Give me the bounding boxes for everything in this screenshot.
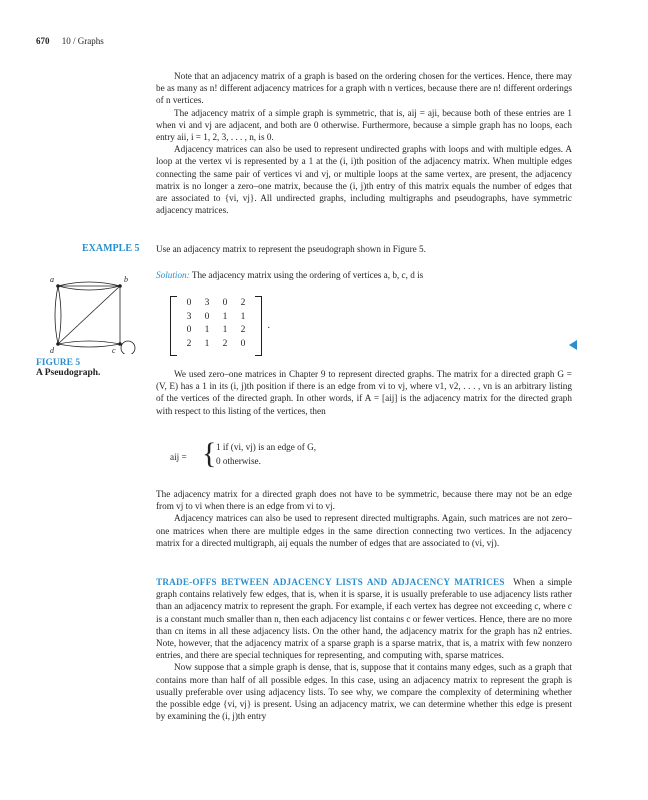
matrix-entry: 1: [204, 338, 210, 349]
matrix-entry: 1: [240, 311, 246, 322]
matrix-entry: 2: [240, 298, 246, 308]
paragraph: Adjacency matrices can also be used to represent undirected graphs with loops and with multiple edges. A loop at the vertex vi is represented by a 1 at the (i, i)th position of the adjacency matrix. When multiple edges connecting the same pair of vertices vi and vj, or multiple loops at the same vertex, are present, the adjacency matrix is no longer a zero–one matrix, because the (i, j)th entry of this matrix equals the number of edges that are associated to {vi, vj}. All undirected graphs, including multigraphs and pseudographs, have symmetric adjacency matrices.: [156, 144, 572, 216]
figure-number: FIGURE 5: [36, 358, 81, 368]
intro-text: [156, 70, 572, 216]
matrix-entry: 3: [204, 298, 210, 308]
edge-cd: [58, 341, 120, 344]
example-label: EXAMPLE 5: [82, 243, 140, 254]
edge-ad: [58, 286, 61, 344]
paragraph: Note that an adjacency matrix of a graph is based on the ordering chosen for the vertices. Hence, there may be as many as n! different adjacency matrices for a graph with n vertices, because there are n! different orderings of n vertices.: [156, 71, 572, 106]
matrix-cells: [180, 297, 252, 351]
equation-lhs: aij =: [170, 452, 187, 462]
brace: {: [202, 437, 217, 470]
figure-title: A Pseudograph.: [36, 368, 101, 378]
matrix-entry: 2: [186, 338, 192, 349]
matrix-period: .: [267, 320, 270, 331]
matrix-entry: 3: [186, 311, 192, 322]
vertex-label-b: b: [124, 276, 128, 284]
matrix-entry: 1: [222, 325, 228, 336]
example-text: Use an adjacency matrix to represent the pseudograph shown in Figure 5.: [156, 244, 426, 254]
directed-text: [156, 368, 572, 417]
vertex-label-d: d: [50, 346, 54, 354]
paragraph: We used zero–one matrices in Chapter 9 to represent directed graphs. The matrix for a directed graph G = (V, E) has a 1 in its (i, j)th position if there is an edge from vi to vj, where v1, v2, . . . , vn is an arbitrary listing of the vertices of the directed graph. In other words, if A = [aij] is the adjacency matrix for the directed graph with respect to this listing of the vertices, then: [156, 369, 572, 416]
paragraph: [156, 576, 572, 661]
matrix-entry: 1: [222, 311, 228, 322]
running-title: 10 / Graphs: [61, 36, 104, 46]
vertex-c: [118, 342, 122, 346]
vertex-a: [56, 284, 60, 288]
right-bracket: [255, 296, 262, 356]
figure-caption: [36, 358, 100, 378]
tradeoffs-section: [156, 576, 572, 722]
page-number: 670: [36, 36, 50, 46]
equation-case-1: 1 if (vi, vj) is an edge of G,: [216, 442, 317, 452]
edge-cd: [58, 344, 120, 347]
edge-ad: [55, 286, 58, 344]
solution-line: [156, 270, 572, 280]
edge-ab: [58, 286, 120, 290]
matrix-entry: 2: [222, 338, 228, 349]
matrix-entry: 0: [240, 338, 246, 349]
edge-bd: [58, 286, 120, 344]
paragraph: Now suppose that a simple graph is dense, that is, suppose that it contains many edges, such as a graph that contains more than half of all possible edges. In this case, using an adjacency matrix to represent the graph is usually preferable over using adjacency lists. To see why, we compare the complexity of determining whether the possible edge {vi, vj} is present. Using an adjacency matrix, we can determine whether this edge is present by examining the (i, j)th entry: [156, 662, 572, 722]
adjacency-matrix: [170, 296, 270, 354]
matrix-entry: 0: [186, 298, 192, 308]
vertex-d: [56, 342, 60, 346]
solution-text: The adjacency matrix using the ordering of vertices a, b, c, d is: [191, 270, 424, 280]
matrix-entry: 0: [204, 311, 210, 322]
equation-case-2: 0 otherwise.: [216, 456, 261, 466]
section-paragraph-1: When a simple graph contains relatively few edges, that is, when it is sparse, it is usually preferable to use adjacency lists rather than an adjacency matrix to represent the graph. For example, if each vertex has degree not exceeding c, where c is a constant much smaller than n, then each adjacency list contains c or fewer vertices. Hence, there are no more than cn items in all these adjacency lists. On the other hand, the adjacency matrix for the graph has n2 entries. Note, however, that the adjacency matrix of a sparse graph is a sparse matrix, that is, a matrix with few nonzero entries, and there are special techniques for representing, and computing with, sparse matrices.: [156, 577, 573, 661]
matrix-entry: 0: [186, 325, 192, 336]
section-title: TRADE-OFFS BETWEEN ADJACENCY LISTS AND ADJACENCY MATRICES: [156, 577, 505, 587]
solution-word: Solution:: [156, 270, 190, 280]
page-header: [36, 36, 104, 46]
after-text: [156, 488, 572, 549]
end-of-example-marker: [569, 340, 577, 350]
paragraph: The adjacency matrix for a directed graph does not have to be symmetric, because there may not be an edge from vj to vi when there is an edge from vi to vj.: [156, 489, 572, 512]
paragraph: Adjacency matrices can also be used to represent directed multigraphs. Again, such matrices are not zero–one matrices when there are multiple edges in the same direction connecting two vertices. In the adjacency matrix for a directed multigraph, aij equals the number of edges that are associated to (vi, vj).: [156, 513, 572, 548]
figure-5-pseudograph: [36, 276, 146, 354]
loop-c: [121, 341, 135, 354]
matrix-entry: 1: [204, 325, 210, 336]
matrix-entry: 2: [240, 325, 246, 336]
paragraph: The adjacency matrix of a simple graph is symmetric, that is, aij = aji, because both of these entries are 1 when vi and vj are adjacent, and both are 0 otherwise. Furthermore, because a simple graph has no loops, each entry aii, i = 1, 2, 3, . . . , n, is 0.: [156, 107, 572, 143]
left-bracket: [170, 296, 177, 356]
matrix-entry: 0: [222, 298, 228, 308]
adjacency-equation: [170, 437, 470, 472]
vertex-label-a: a: [50, 276, 54, 284]
vertex-label-c: c: [112, 346, 116, 354]
vertex-b: [118, 284, 122, 288]
edge-ab: [58, 282, 120, 286]
pseudograph-svg: [36, 276, 146, 354]
